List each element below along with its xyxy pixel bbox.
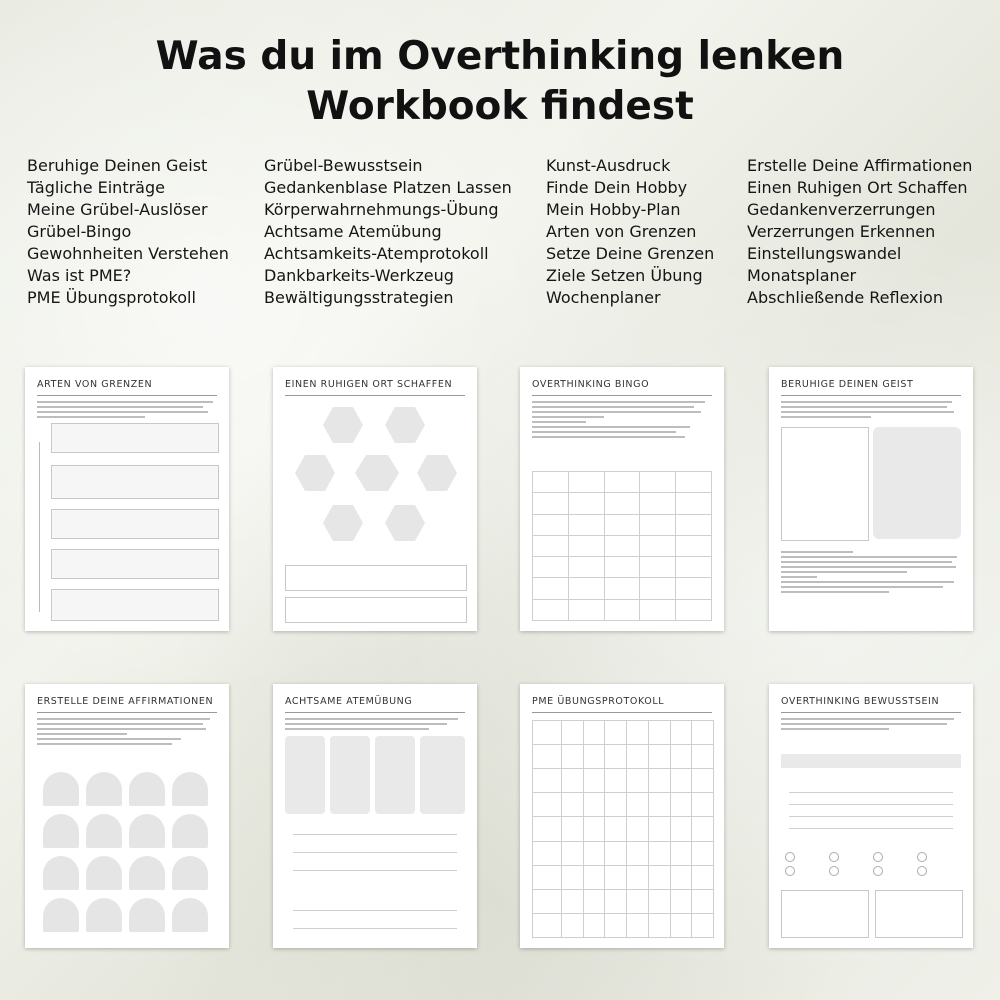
preview-page-beruhige-deinen-geist: [769, 367, 973, 631]
contents-item: Finde Dein Hobby: [546, 178, 688, 197]
preview-page-title: OVERTHINKING BEWUSSTSEIN: [781, 696, 961, 713]
preview-page-title: BERUHIGE DEINEN GEIST: [781, 379, 961, 396]
page-text-lines: [285, 718, 465, 730]
hexagon-shape: [323, 407, 363, 443]
behavior-box: [781, 890, 869, 938]
contents-item: Gedankenblase Platzen Lassen: [264, 178, 512, 197]
contents-item: Tägliche Einträge: [27, 178, 165, 197]
affirmation-card: [172, 772, 208, 806]
contents-item: Was ist PME?: [27, 266, 132, 285]
page-text-lines: [781, 718, 961, 730]
contents-item: Gewohnheiten Verstehen: [27, 244, 229, 263]
hexagon-shape: [385, 505, 425, 541]
contents-item: Gedankenverzerrungen: [747, 200, 936, 219]
pme-log-grid: [532, 720, 714, 938]
contents-item: Verzerrungen Erkennen: [747, 222, 936, 241]
contents-item: Achtsame Atemübung: [264, 222, 442, 241]
feeling-checkbox: [785, 866, 795, 876]
preview-page-title: OVERTHINKING BINGO: [532, 379, 712, 396]
page-text-lines: [781, 548, 961, 596]
answer-box: [285, 565, 467, 591]
preview-page-title: ERSTELLE DEINE AFFIRMATIONEN: [37, 696, 217, 713]
contents-column-2: [264, 155, 512, 309]
preview-page-title: EINEN RUHIGEN ORT SCHAFFEN: [285, 379, 465, 396]
affirmation-card: [129, 898, 165, 932]
feeling-checkbox: [829, 866, 839, 876]
page-text-lines: [781, 401, 961, 418]
affirmation-card: [129, 856, 165, 890]
feeling-checkbox: [873, 852, 883, 862]
affirmation-card: [172, 814, 208, 848]
contents-column-3: [546, 155, 714, 309]
feeling-checkbox: [917, 866, 927, 876]
preview-page-ruhiger-ort: [273, 367, 477, 631]
preview-page-overthinking-bewusstsein: [769, 684, 973, 948]
contents-item: Einstellungswandel: [747, 244, 902, 263]
affirmation-card: [129, 772, 165, 806]
breathing-step-card: [375, 736, 415, 814]
situation-input-box: [781, 754, 961, 768]
contents-item: Kunst-Ausdruck: [546, 156, 671, 175]
preview-page-title: PME ÜBUNGSPROTOKOLL: [532, 696, 712, 713]
contents-item: Ziele Setzen Übung: [546, 266, 703, 285]
affirmation-card: [86, 814, 122, 848]
contents-item: Achtsamkeits-Atemprotokoll: [264, 244, 489, 263]
hexagon-shape: [295, 455, 335, 491]
contents-item: Wochenplaner: [546, 288, 661, 307]
contents-item: Grübel-Bewusstsein: [264, 156, 423, 175]
contents-column-1: [27, 155, 229, 309]
contents-item: Mein Hobby-Plan: [546, 200, 681, 219]
boundary-box: [51, 423, 219, 453]
hexagon-shape: [417, 455, 457, 491]
preview-page-pme-uebungsprotokoll: [520, 684, 724, 948]
affirmation-card: [43, 814, 79, 848]
headline-line-1: Was du im Overthinking lenken: [155, 34, 845, 79]
contents-item: Abschließende Reflexion: [747, 288, 943, 307]
boundary-box: [51, 549, 219, 579]
affirmation-card: [43, 856, 79, 890]
contents-item: Bewältigungsstrategien: [264, 288, 454, 307]
contents-item: Meine Grübel-Auslöser: [27, 200, 208, 219]
breathing-step-card: [330, 736, 370, 814]
contents-item: Monatsplaner: [747, 266, 857, 285]
affirmation-card: [43, 772, 79, 806]
contents-item: Dankbarkeits-Werkzeug: [264, 266, 454, 285]
page-text-lines: [37, 718, 217, 745]
hexagon-shape: [323, 505, 363, 541]
page-text-lines: [37, 401, 217, 418]
affirmation-card: [86, 898, 122, 932]
reason-box-left: [781, 427, 869, 541]
contents-item: Grübel-Bingo: [27, 222, 132, 241]
contents-item: Beruhige Deinen Geist: [27, 156, 208, 175]
boundary-box: [51, 589, 219, 621]
contents-item: Körperwahrnehmungs-Übung: [264, 200, 499, 219]
breathing-step-card: [420, 736, 465, 814]
hexagon-shape: [355, 455, 399, 491]
contents-item: Erstelle Deine Affirmationen: [747, 156, 973, 175]
affirmation-card: [129, 814, 165, 848]
contents-item: Einen Ruhigen Ort Schaffen: [747, 178, 968, 197]
feeling-checkbox: [785, 852, 795, 862]
preview-page-title: ARTEN VON GRENZEN: [37, 379, 217, 396]
headline-line-2: Workbook findest: [306, 84, 694, 129]
affirmation-card: [86, 772, 122, 806]
hexagon-shape: [385, 407, 425, 443]
preview-page-achtsame-atemuebung: [273, 684, 477, 948]
reason-box-right: [873, 427, 961, 539]
preview-page-overthinking-bingo: [520, 367, 724, 631]
answer-box: [285, 597, 467, 623]
boundary-connector-line: [39, 442, 40, 612]
feeling-checkbox: [873, 866, 883, 876]
feeling-checkbox: [829, 852, 839, 862]
contents-column-4: [747, 155, 972, 309]
contents-item: Setze Deine Grenzen: [546, 244, 715, 263]
affirmation-card: [86, 856, 122, 890]
contents-item: PME Übungsprotokoll: [27, 288, 196, 307]
affirmation-card: [172, 898, 208, 932]
affirmation-card: [43, 898, 79, 932]
contents-item: Arten von Grenzen: [546, 222, 697, 241]
feeling-checkbox: [917, 852, 927, 862]
breathing-step-card: [285, 736, 325, 814]
affirmation-card: [172, 856, 208, 890]
behavior-box: [875, 890, 963, 938]
page-text-lines: [532, 401, 712, 438]
page-headline: [0, 32, 1000, 132]
preview-page-title: ACHTSAME ATEMÜBUNG: [285, 696, 465, 713]
preview-page-arten-von-grenzen: [25, 367, 229, 631]
boundary-box: [51, 465, 219, 499]
boundary-box: [51, 509, 219, 539]
bingo-grid: [532, 471, 712, 621]
preview-page-affirmationen: [25, 684, 229, 948]
